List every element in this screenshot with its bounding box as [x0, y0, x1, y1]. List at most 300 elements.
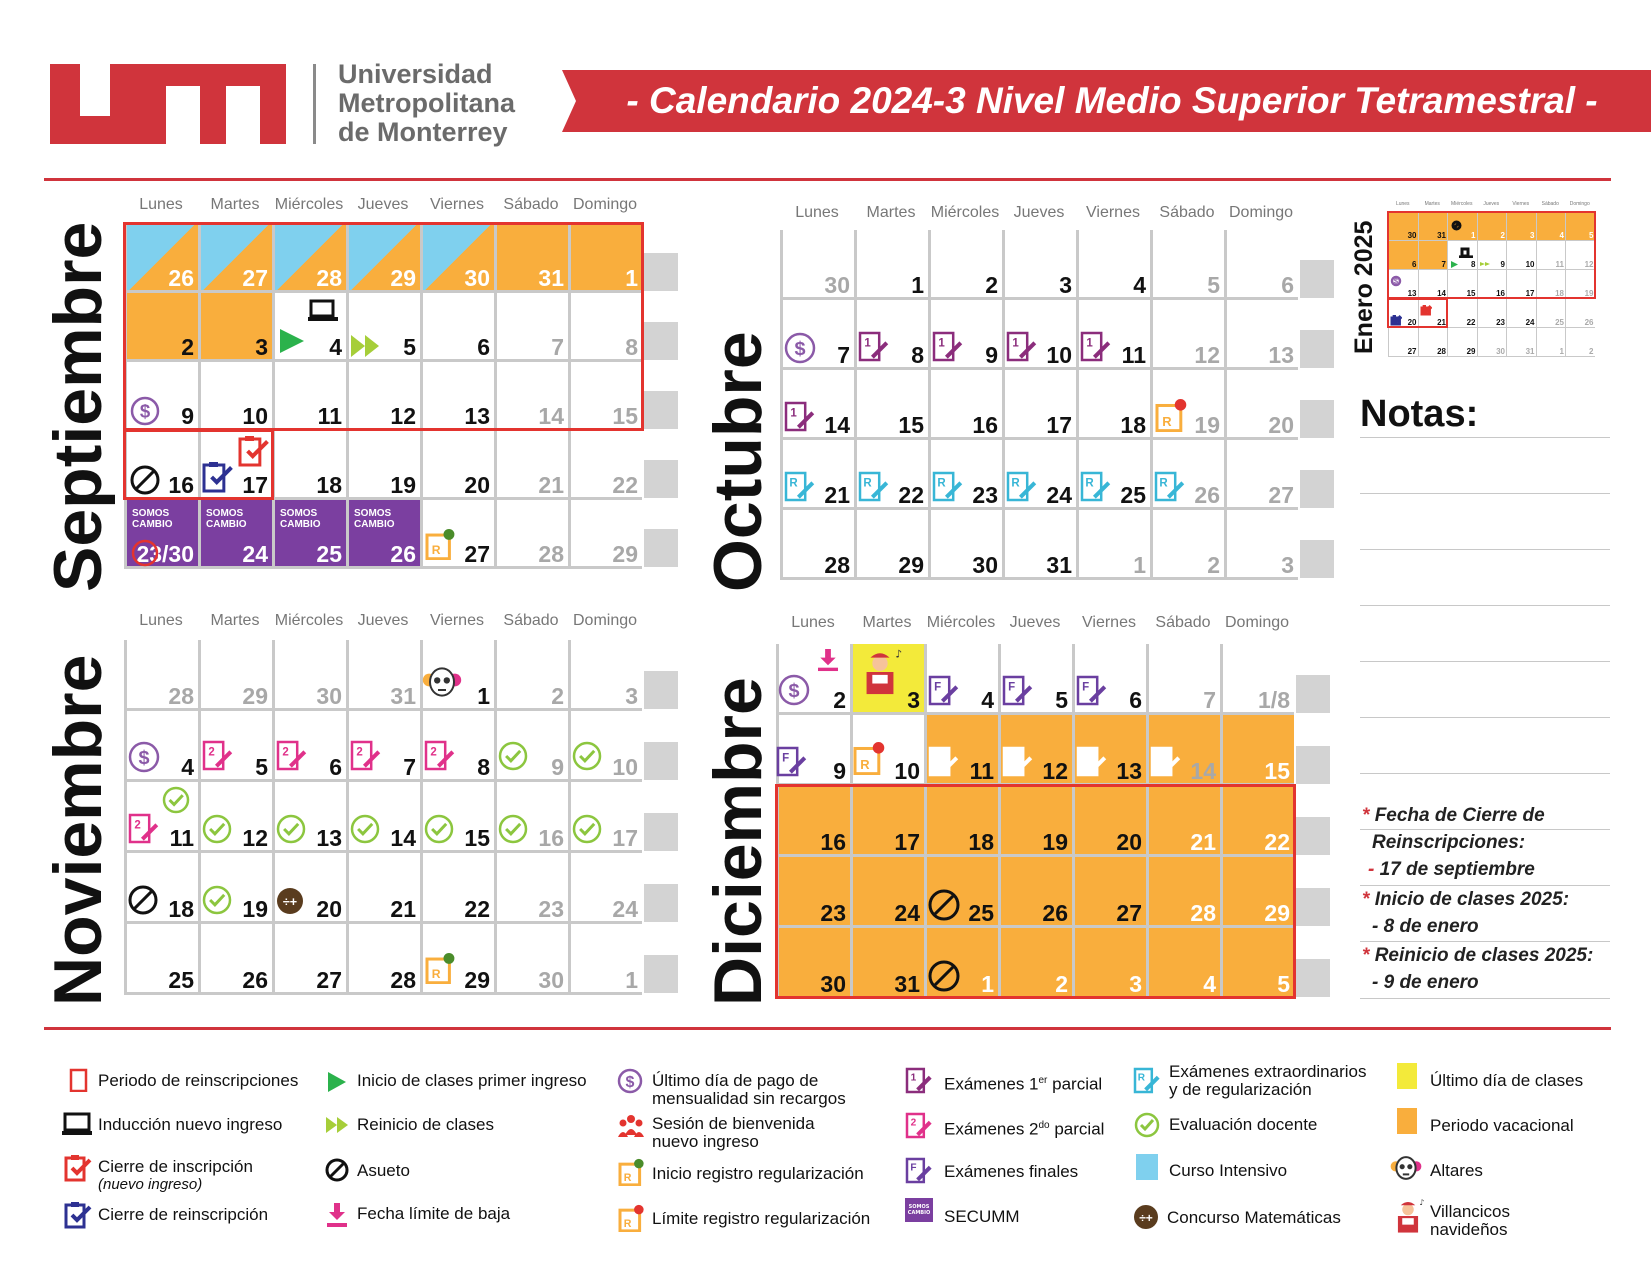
day-number: 10: [1525, 260, 1535, 269]
exam-extra-icon: [1150, 745, 1182, 781]
day-number: 16: [1496, 289, 1505, 298]
day-cell: [1224, 510, 1298, 580]
day-cell: [1447, 299, 1477, 328]
day-number: 21: [824, 482, 850, 508]
day-number: 2: [1207, 552, 1220, 578]
day-number: 27: [1268, 482, 1294, 508]
day-number: 31: [894, 971, 920, 997]
day-number: 3: [1129, 971, 1142, 997]
day-number: 16: [820, 829, 846, 855]
svg-text:R: R: [937, 477, 946, 490]
day-number: 12: [1584, 260, 1594, 269]
day-number: 14: [824, 412, 850, 438]
svg-text:R: R: [1137, 1072, 1146, 1084]
evaluation-check-icon: [1134, 1112, 1158, 1136]
reinscripciones-box: [123, 222, 644, 431]
day-number: 30: [820, 971, 846, 997]
day-number: 28: [1437, 347, 1446, 356]
day-number: 27: [316, 967, 342, 993]
legend-extra-1: Exámenes extraordinarios: [1169, 1062, 1367, 1081]
day-number: 5: [1207, 272, 1220, 298]
month-label-septiembre: Septiembre: [40, 221, 116, 592]
day-number: 9: [551, 754, 564, 780]
exam-2-icon: [424, 739, 456, 775]
legend-examenes-2: Exámenes $2^{do}$ parcial: [944, 1119, 1105, 1139]
dollar-icon: [130, 396, 160, 430]
day-number: 15: [464, 825, 490, 851]
svg-text:R: R: [1085, 477, 1094, 490]
note-line: [1360, 493, 1610, 494]
day-number: 15: [1466, 289, 1476, 298]
svg-text:R: R: [623, 1171, 632, 1184]
svg-text:R: R: [1155, 752, 1164, 765]
university-line-3: de Monterrey: [338, 117, 508, 147]
day-number: 1: [1559, 347, 1564, 356]
day-cell: [1076, 230, 1150, 300]
day-number: 30: [538, 967, 564, 993]
day-name: Sábado: [1541, 201, 1559, 207]
day-number: 24: [894, 900, 920, 926]
day-number: 27: [1116, 900, 1142, 926]
day-name: Miércoles: [926, 614, 996, 631]
day-number: 17: [1046, 412, 1072, 438]
day-number: 18: [968, 829, 994, 855]
day-number: 3: [625, 683, 638, 709]
day-number: 9: [181, 403, 194, 429]
exam-2-icon: [350, 739, 382, 775]
day-number: 24: [1046, 482, 1072, 508]
svg-text:1: 1: [938, 337, 945, 350]
legend-intensivo: Curso Intensivo: [1169, 1161, 1288, 1180]
group-icon: [617, 1113, 641, 1137]
svg-text:2: 2: [208, 746, 215, 759]
day-name: Domingo: [1224, 614, 1290, 631]
exam-extra-icon: [784, 470, 816, 506]
day-number: 18: [168, 896, 194, 922]
day-number: 16: [168, 472, 194, 498]
legend-villancicos-1: Villancicos: [1430, 1202, 1511, 1221]
asueto-icon: [128, 885, 158, 919]
day-number: 25: [1120, 482, 1146, 508]
row-tail: [1296, 746, 1330, 784]
clipboard-check-blue-icon: [1390, 311, 1402, 330]
day-number: 10: [242, 403, 268, 429]
note-cierre-reinscripciones: * Fecha de Cierre de Reinscripciones: - 17 de septiembre: [1362, 805, 1545, 880]
day-number: 13: [316, 825, 342, 851]
day-number: 24: [242, 541, 268, 567]
row-tail: [644, 460, 678, 498]
day-cell: [1220, 715, 1294, 786]
day-number: 29: [612, 541, 638, 567]
legend-sesion-2: nuevo ingreso: [652, 1132, 759, 1151]
title-banner: [562, 70, 1651, 132]
svg-text:R: R: [860, 756, 870, 772]
day-number: 30: [464, 265, 490, 291]
laptop-icon: [1459, 243, 1473, 262]
day-cell: [494, 640, 568, 711]
day-cell: [494, 853, 568, 924]
svg-text:R: R: [1081, 752, 1090, 765]
svg-text:÷+: ÷+: [1139, 1211, 1153, 1225]
day-cell: [854, 370, 928, 440]
row-tail: [644, 529, 678, 567]
dollar-icon: [1390, 272, 1402, 291]
day-cell: [1536, 299, 1566, 328]
secumm-label: SOMOS CAMBIO: [132, 508, 173, 530]
day-number: 20: [1268, 412, 1294, 438]
exam-extra-icon: [1154, 470, 1186, 506]
row-tail: [644, 884, 678, 922]
day-number: 4: [1559, 231, 1564, 240]
day-number: 26: [1194, 482, 1220, 508]
day-number: 13: [1407, 289, 1417, 298]
day-number: 21: [1437, 318, 1446, 327]
day-name: Domingo: [1569, 201, 1590, 207]
row-tail: [644, 391, 678, 429]
day-number: 19: [1194, 412, 1220, 438]
day-number: 30: [972, 552, 998, 578]
day-number: 19: [1042, 829, 1068, 855]
university-line-2: Metropolitana: [338, 88, 516, 118]
row-tail: [1296, 817, 1330, 855]
note-line: [1360, 605, 1610, 606]
day-number: 23: [820, 900, 846, 926]
exam-1-icon: [932, 330, 964, 366]
day-number: 31: [1437, 231, 1446, 240]
evaluation-check-icon: [572, 741, 602, 775]
day-number: 2: [551, 683, 564, 709]
day-number: 12: [1042, 758, 1068, 784]
legend-limite-registro: Límite registro regularización: [652, 1209, 871, 1228]
day-number: 10: [1046, 342, 1072, 368]
row-tail: [1300, 400, 1334, 438]
exam-extra-icon: [1133, 1066, 1157, 1090]
day-number: 4: [329, 334, 342, 360]
note-reinicio-clases: * Reinicio de clases 2025: - 9 de enero: [1362, 945, 1594, 993]
day-number: 2: [1055, 971, 1068, 997]
day-name: Jueves: [1483, 201, 1500, 207]
day-number: 1: [477, 683, 490, 709]
day-cell: [568, 431, 642, 500]
evaluation-check-icon: [498, 814, 528, 848]
legend-cierre-inscripcion-sub: (nuevo ingreso): [98, 1176, 203, 1193]
day-number: 18: [1120, 412, 1146, 438]
day-cell: [1565, 299, 1595, 328]
day-number: 1/8: [1258, 687, 1290, 713]
registro-start-icon: [617, 1158, 641, 1182]
day-cell: [272, 924, 346, 995]
legend-reinscripciones: Periodo de reinscripciones: [98, 1071, 299, 1090]
day-number: 30: [1407, 231, 1417, 240]
day-number: 26: [390, 541, 416, 567]
day-number: 7: [551, 334, 564, 360]
day-number: 19: [242, 896, 268, 922]
day-name: Domingo: [1228, 204, 1294, 221]
row-tail: [644, 322, 678, 360]
day-number: 12: [1194, 342, 1220, 368]
legend-examenes-finales: Exámenes finales: [944, 1162, 1079, 1181]
svg-text:R: R: [623, 1217, 632, 1230]
day-number: 31: [1525, 347, 1535, 356]
month-label-enero: Enero 2025: [1350, 220, 1378, 354]
day-number: 3: [1059, 272, 1072, 298]
day-number: 13: [1116, 758, 1142, 784]
day-number: 26: [1042, 900, 1068, 926]
day-name: Domingo: [572, 612, 638, 629]
secumm-label: SOMOS CAMBIO: [280, 508, 321, 530]
day-number: 3: [255, 334, 268, 360]
row-tail: [644, 955, 678, 993]
legend-cierre-inscripcion: Cierre de inscripción: [98, 1157, 253, 1176]
asueto-icon: [325, 1158, 349, 1182]
day-cell: [854, 510, 928, 580]
exam-final-icon: [905, 1156, 929, 1180]
day-number: 25: [968, 900, 994, 926]
note-line: [1360, 549, 1610, 550]
exam-1-icon: [784, 400, 816, 436]
day-cell: [198, 924, 272, 995]
day-number: 18: [316, 472, 342, 498]
day-number: 22: [464, 896, 490, 922]
day-number: 29: [464, 967, 490, 993]
day-number: 29: [390, 265, 416, 291]
day-number: 28: [316, 265, 342, 291]
day-number: 12: [390, 403, 416, 429]
row-tail: [1296, 888, 1330, 926]
day-number: 20: [1116, 829, 1142, 855]
day-name: Viernes: [1512, 201, 1530, 207]
legend-inicio-registro: Inicio registro regularización: [652, 1164, 864, 1183]
day-number: 15: [612, 403, 638, 429]
day-number: 1: [1133, 552, 1146, 578]
registro-limit-icon: [617, 1204, 641, 1228]
asueto-icon: [130, 465, 160, 499]
svg-text:$: $: [1393, 276, 1399, 286]
legend-sesion-1: Sesión de bienvenida: [652, 1114, 815, 1133]
note-inicio-clases: * Inicio de clases 2025: - 8 de enero: [1362, 889, 1570, 937]
day-number: 28: [538, 541, 564, 567]
svg-text:2: 2: [134, 819, 141, 832]
day-number: 31: [1046, 552, 1072, 578]
registro-limit-icon: [852, 741, 886, 779]
day-number: 11: [317, 403, 342, 429]
day-number: 3: [1530, 231, 1535, 240]
svg-text:$: $: [788, 680, 800, 703]
day-number: 7: [403, 754, 416, 780]
legend-vacacional: Periodo vacacional: [1430, 1116, 1574, 1135]
math-contest-icon: [276, 887, 304, 919]
day-number: 6: [329, 754, 342, 780]
day-number: 9: [833, 758, 846, 784]
legend-evaluacion: Evaluación docente: [1169, 1115, 1318, 1134]
page-title: - Calendario 2024-3 Nivel Medio Superior Tetramestral -: [626, 80, 1598, 121]
clipboard-check-blue-icon: [64, 1201, 88, 1225]
day-number: 7: [837, 342, 850, 368]
svg-text:R: R: [431, 967, 441, 982]
day-name: Domingo: [572, 196, 638, 213]
day-number: 20: [464, 472, 490, 498]
exam-extra-icon: [1002, 745, 1034, 781]
row-tail: [1300, 540, 1334, 578]
day-name: Martes: [862, 614, 912, 631]
day-number: 13: [1268, 342, 1294, 368]
university-name: [338, 60, 515, 147]
math-contest-icon: [1133, 1204, 1157, 1228]
legend-pago-2: mensualidad sin recargos: [652, 1089, 846, 1108]
day-number: 28: [1190, 900, 1216, 926]
day-cell: [568, 924, 642, 995]
day-name: Sábado: [1155, 614, 1211, 631]
exam-2-icon: [276, 739, 308, 775]
day-number: 22: [898, 482, 924, 508]
svg-text:R: R: [1162, 413, 1172, 429]
umm-logo: [50, 64, 286, 144]
day-name: Miércoles: [274, 196, 344, 213]
day-name: Sábado: [503, 196, 559, 213]
day-number: 4: [1133, 272, 1146, 298]
svg-text:2: 2: [430, 746, 437, 759]
clipboard-check-red-icon: [238, 435, 270, 471]
evaluation-check-icon: [202, 814, 232, 848]
day-cell: [272, 431, 346, 500]
row-tail: [644, 671, 678, 709]
day-cell: [568, 640, 642, 711]
day-number: 9: [985, 342, 998, 368]
evaluation-check-icon: [162, 786, 190, 818]
day-number: 5: [1055, 687, 1068, 713]
svg-text:F: F: [1082, 681, 1090, 694]
day-number: 25: [168, 967, 194, 993]
day-number: 17: [894, 829, 920, 855]
legend-secumm: SECUMM: [944, 1207, 1020, 1226]
day-cell: [1076, 510, 1150, 580]
clipboard-check-blue-icon: [202, 461, 234, 497]
day-cell: [1150, 510, 1224, 580]
svg-text:$: $: [794, 338, 806, 361]
registro-start-icon: [424, 528, 456, 564]
day-number: 24: [612, 896, 638, 922]
exam-1-icon: [1006, 330, 1038, 366]
day-cell: [494, 924, 568, 995]
exam-final-icon: [1002, 674, 1034, 710]
day-name: Martes: [1424, 201, 1440, 207]
exam-extra-icon: [1006, 470, 1038, 506]
day-number: 8: [1471, 260, 1476, 269]
day-name: Lunes: [139, 612, 183, 629]
day-name: Lunes: [139, 196, 183, 213]
caroler-icon: [856, 648, 904, 700]
legend-villancicos-2: navideños: [1430, 1220, 1508, 1239]
day-number: 3: [1281, 552, 1294, 578]
exam-2-icon: [202, 739, 234, 775]
laptop-icon: [62, 1112, 86, 1136]
row-tail: [644, 253, 678, 291]
legend-extra-2: y de regularización: [1169, 1080, 1312, 1099]
svg-text:$: $: [139, 400, 151, 422]
exam-final-icon: [928, 674, 960, 710]
registro-start-icon: [424, 952, 456, 988]
dollar-icon: [778, 674, 810, 710]
day-number: 30: [824, 272, 850, 298]
evaluation-check-icon: [424, 814, 454, 848]
play-green-icon: [1449, 255, 1460, 274]
day-cell: [1536, 328, 1566, 357]
svg-text:1: 1: [910, 1072, 917, 1084]
day-number: 19: [1584, 289, 1594, 298]
vacacional-swatch: [1397, 1108, 1417, 1134]
exam-1-icon: [1080, 330, 1112, 366]
day-name: Sábado: [503, 612, 559, 629]
note-line: [1360, 717, 1610, 718]
secumm-icon: SOMOS CAMBIO: [905, 1198, 933, 1222]
play-green-icon: [325, 1070, 349, 1094]
day-number: 18: [1555, 289, 1564, 298]
logo-separator: [313, 64, 316, 144]
day-name: Jueves: [357, 196, 409, 213]
day-number: 2: [1500, 231, 1505, 240]
day-number: 4: [181, 754, 194, 780]
legend-concurso: Concurso Matemáticas: [1167, 1208, 1341, 1227]
day-number: 31: [538, 265, 564, 291]
day-cell: [1224, 230, 1298, 300]
svg-text:$: $: [625, 1074, 635, 1091]
row-tail: [1296, 959, 1330, 997]
day-cell: [1477, 299, 1507, 328]
exam-extra-icon: [1080, 470, 1112, 506]
day-number: 4: [1203, 971, 1216, 997]
evaluation-check-icon: [202, 885, 232, 919]
day-number: 15: [1264, 758, 1290, 784]
day-number: 5: [1589, 231, 1594, 240]
svg-text:÷+: ÷+: [282, 895, 298, 910]
exam-2-icon: [905, 1111, 929, 1135]
row-tail: [1300, 260, 1334, 298]
day-number: 9: [1500, 260, 1505, 269]
day-number: 14: [1190, 758, 1216, 784]
circle-mark-icon: [130, 538, 160, 572]
day-number: 14: [538, 403, 564, 429]
dollar-icon: [784, 332, 816, 368]
day-number: 6: [477, 334, 490, 360]
day-number: 27: [242, 265, 268, 291]
day-name: Lunes: [795, 204, 839, 221]
altar-skull-icon: [1390, 1152, 1422, 1184]
day-number: 1: [911, 272, 924, 298]
row-tail: [1300, 330, 1334, 368]
day-number: 8: [625, 334, 638, 360]
day-cell: [1418, 328, 1448, 357]
day-number: 24: [1525, 318, 1535, 327]
day-cell: [494, 431, 568, 500]
evaluation-check-icon: [572, 814, 602, 848]
day-number: 26: [168, 265, 194, 291]
fast-forward-icon: [1479, 255, 1491, 274]
reinscripciones-box: [775, 784, 1296, 999]
asueto-icon: [928, 889, 960, 925]
day-number: 16: [538, 825, 564, 851]
registro-limit-icon: [1154, 398, 1188, 436]
day-number: 30: [1496, 347, 1505, 356]
svg-text:R: R: [863, 477, 872, 490]
day-number: 8: [911, 342, 924, 368]
day-number: 27: [464, 541, 490, 567]
exam-2-icon: [128, 812, 160, 848]
month-label-octubre: Octubre: [700, 331, 776, 592]
asueto-icon: [928, 960, 960, 996]
day-number: 10: [612, 754, 638, 780]
day-name: Jueves: [357, 612, 409, 629]
day-cell: [854, 230, 928, 300]
